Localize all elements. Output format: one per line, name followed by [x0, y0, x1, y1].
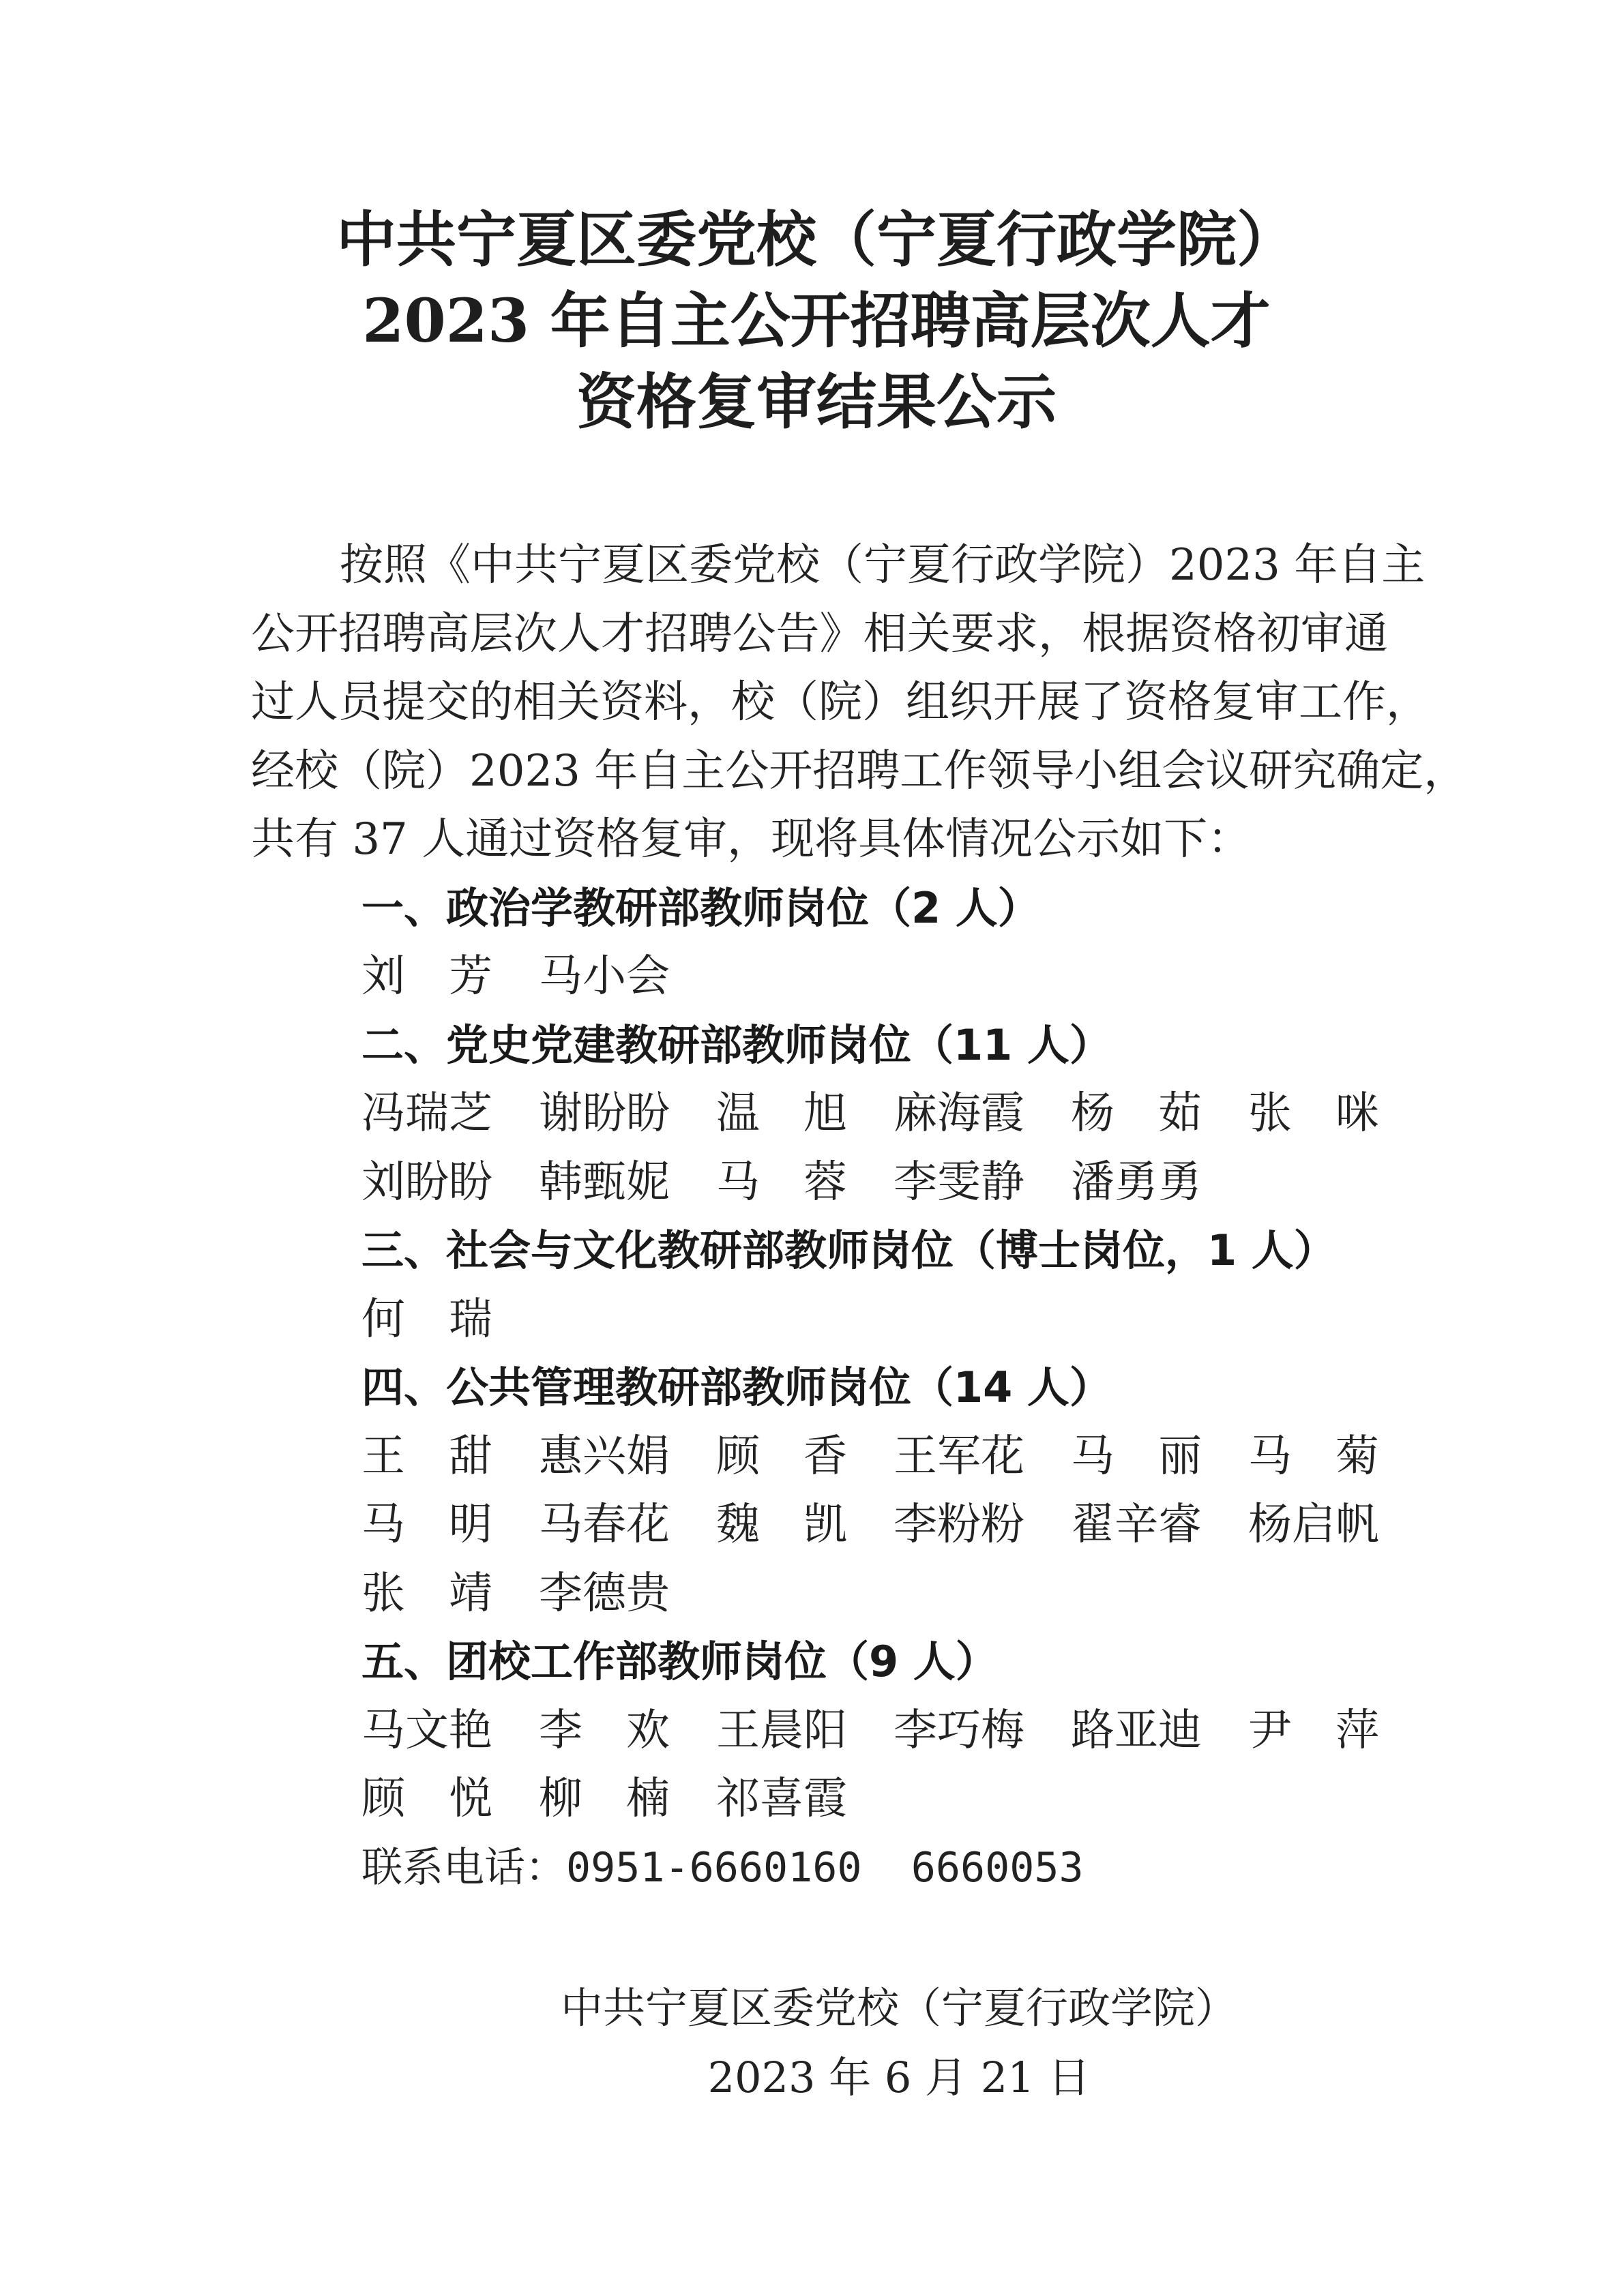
candidate-name: 潘勇勇 — [1071, 1157, 1202, 1208]
candidate-name: 王 甜 — [361, 1431, 492, 1482]
candidate-name: 张 靖 — [361, 1568, 492, 1619]
name-list — [361, 1079, 1388, 1217]
intro-line: 按照《中共宁夏区委党校（宁夏行政学院）2023 年自主 — [340, 540, 1426, 591]
section-heading: 一、政治学教研部教师岗位（2 人） — [361, 882, 1040, 933]
candidate-name: 马春花 — [539, 1500, 670, 1550]
candidate-name: 冯瑞芝 — [361, 1088, 492, 1139]
name-list — [361, 942, 1388, 1011]
candidate-name: 李德贵 — [539, 1568, 670, 1619]
candidate-name: 魏 凯 — [716, 1500, 847, 1550]
name-list — [361, 1422, 1388, 1628]
candidate-name: 马 菊 — [1248, 1431, 1379, 1482]
candidate-name: 尹 萍 — [1248, 1705, 1379, 1756]
candidate-name: 王晨阳 — [716, 1705, 847, 1756]
section-heading: 五、团校工作部教师岗位（9 人） — [361, 1637, 998, 1686]
candidate-name: 王军花 — [894, 1431, 1024, 1482]
title-line: 2023 年自主公开招聘高层次人才 — [362, 285, 1271, 356]
position-section — [361, 1628, 1388, 1834]
signature-organization: 中共宁夏区委党校（宁夏行政学院） — [560, 1983, 1237, 2033]
title-line: 中共宁夏区委党校（宁夏行政学院） — [336, 204, 1297, 275]
candidate-name: 马 蓉 — [716, 1157, 847, 1208]
candidate-name: 刘盼盼 — [361, 1157, 492, 1208]
sections-list — [251, 874, 1388, 1834]
candidate-name: 马 明 — [361, 1500, 492, 1550]
candidate-name: 谢盼盼 — [539, 1088, 670, 1139]
candidate-name: 柳 楠 — [539, 1774, 670, 1824]
candidate-name: 李雯静 — [894, 1157, 1024, 1208]
signature-date: 2023 年 6 月 21 日 — [707, 2053, 1091, 2102]
intro-line: 公开招聘高层次人才招聘公告》相关要求，根据资格初审通 — [251, 608, 1388, 659]
candidate-name: 刘 芳 — [361, 951, 492, 1002]
candidate-name: 马小会 — [539, 951, 670, 1002]
document-body — [251, 531, 1468, 1902]
name-list — [361, 1285, 1388, 1354]
document-title — [0, 199, 1624, 443]
candidate-name: 李 欢 — [539, 1705, 670, 1756]
candidate-name: 祁喜霞 — [716, 1774, 847, 1824]
candidate-name: 杨启帆 — [1248, 1500, 1379, 1550]
candidate-name: 李粉粉 — [894, 1500, 1024, 1550]
intro-line: 共有 37 人通过资格复审，现将具体情况公示如下： — [251, 814, 1252, 865]
position-section — [361, 1011, 1388, 1217]
candidate-name: 杨 茹 — [1071, 1088, 1202, 1139]
signature-block — [558, 1973, 1240, 2113]
title-line: 资格复审结果公示 — [576, 366, 1057, 437]
intro-line: 经校（院）2023 年自主公开招聘工作领导小组会议研究确定， — [251, 745, 1468, 796]
section-heading: 三、社会与文化教研部教师岗位（博士岗位，1 人） — [361, 1225, 1336, 1275]
contact-phone: 联系电话：0951-6660160 6660053 — [361, 1843, 1084, 1892]
candidate-name: 李巧梅 — [894, 1705, 1024, 1756]
candidate-name: 翟辛睿 — [1071, 1500, 1202, 1550]
name-list — [361, 1697, 1388, 1834]
candidate-name: 温 旭 — [716, 1088, 847, 1139]
candidate-name: 何 瑞 — [361, 1294, 492, 1345]
candidate-name: 马 丽 — [1071, 1431, 1202, 1482]
position-section — [361, 1354, 1388, 1628]
candidate-name: 顾 香 — [716, 1431, 847, 1482]
candidate-name: 顾 悦 — [361, 1774, 492, 1824]
position-section — [361, 874, 1388, 1011]
intro-line: 过人员提交的相关资料，校（院）组织开展了资格复审工作， — [251, 677, 1430, 728]
intro-paragraph — [251, 531, 1468, 874]
candidate-name: 韩甄妮 — [539, 1157, 670, 1208]
candidate-name: 马文艳 — [361, 1705, 492, 1756]
section-heading: 二、党史党建教研部教师岗位（11 人） — [361, 1019, 1112, 1070]
position-section — [361, 1217, 1388, 1354]
candidate-name: 路亚迪 — [1071, 1705, 1202, 1756]
candidate-name: 麻海霞 — [894, 1088, 1024, 1139]
candidate-name: 张 咪 — [1248, 1088, 1379, 1139]
candidate-name: 惠兴娟 — [539, 1431, 670, 1482]
section-heading: 四、公共管理教研部教师岗位（14 人） — [361, 1362, 1112, 1412]
